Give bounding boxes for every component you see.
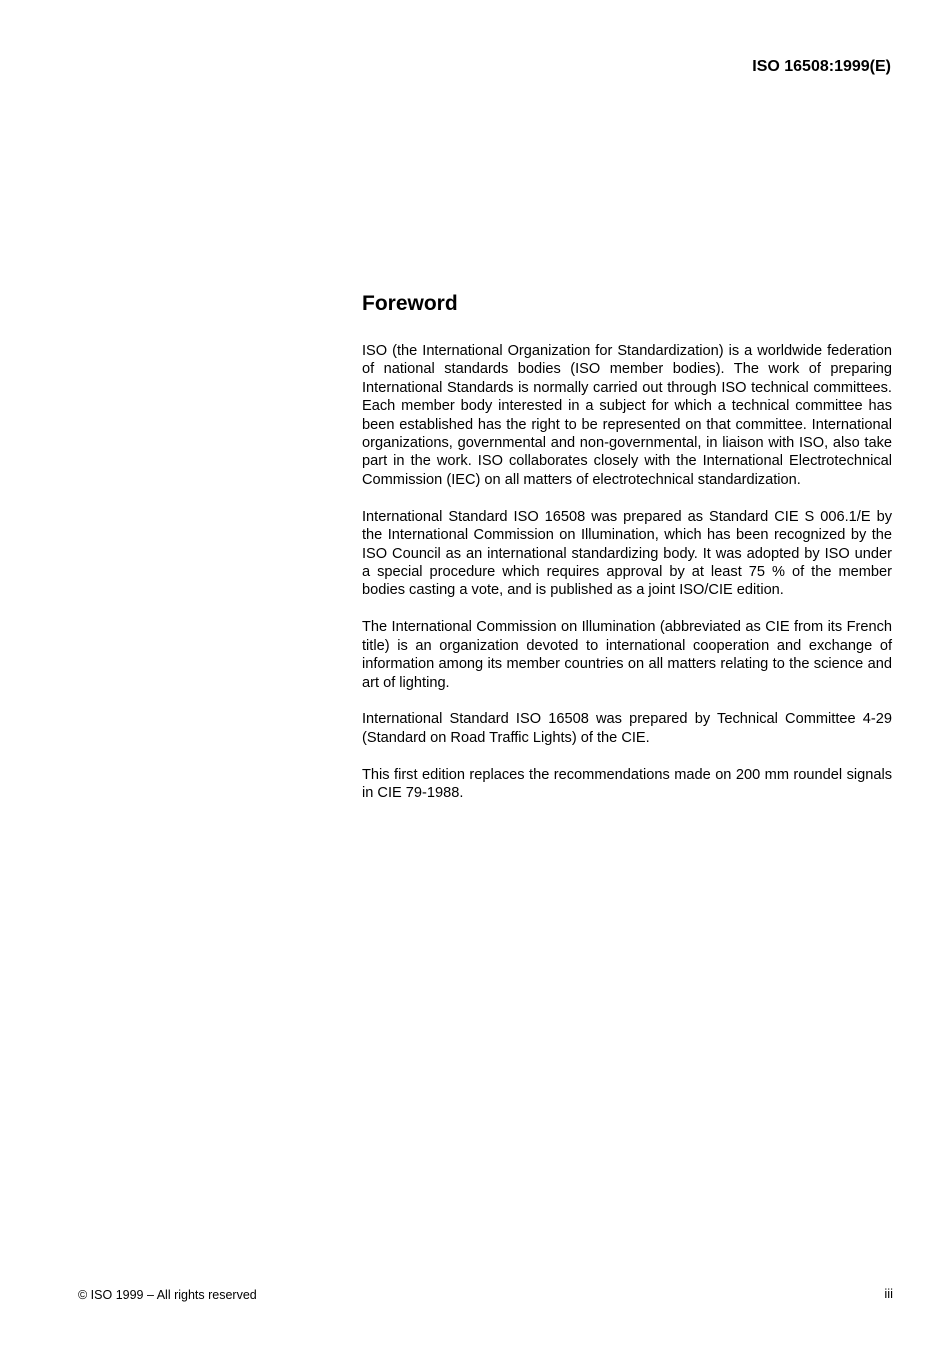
page-number: iii bbox=[884, 1286, 893, 1301]
footer-copyright: © ISO 1999 – All rights reserved bbox=[78, 1288, 257, 1302]
foreword-paragraph-5: This first edition replaces the recommendations made on 200 mm roundel signals in CIE 79-1988. bbox=[362, 766, 892, 802]
foreword-title: Foreword bbox=[362, 292, 458, 315]
foreword-paragraph-2: International Standard ISO 16508 was prepared as Standard CIE S 006.1/E by the International Commission on Illumination, which has been recognized by the ISO Council as an international standardizing body. It was adopted by ISO under a special procedure which requires approval by at least 75 % of the member bodies casting a vote, and is published as a joint ISO/CIE edition. bbox=[362, 508, 892, 599]
foreword-paragraph-3: The International Commission on Illumination (abbreviated as CIE from its French title) is an organization devoted to international cooperation and exchange of information among its member countries on all matters relating to the science and art of lighting. bbox=[362, 619, 892, 691]
document-id: ISO 16508:1999(E) bbox=[752, 58, 891, 75]
foreword-paragraph-1: ISO (the International Organization for Standardization) is a worldwide federation of national standards bodies (ISO member bodies). The work of preparing International Standards is normally carried out through ISO technical committees. Each member body interested in a subject for which a technical committee has been established has the right to be represented on that committee. International organizations, governmental and non-governmental, in liaison with ISO, also take part in the work. ISO collaborates closely with the International Electrotechnical Commission (IEC) on all matters of electrotechnical standardization. bbox=[362, 343, 892, 488]
foreword-paragraph-4: International Standard ISO 16508 was prepared by Technical Committee 4-29 (Standard on Road Traffic Lights) of the CIE. bbox=[362, 711, 892, 746]
foreword-section bbox=[362, 290, 892, 821]
